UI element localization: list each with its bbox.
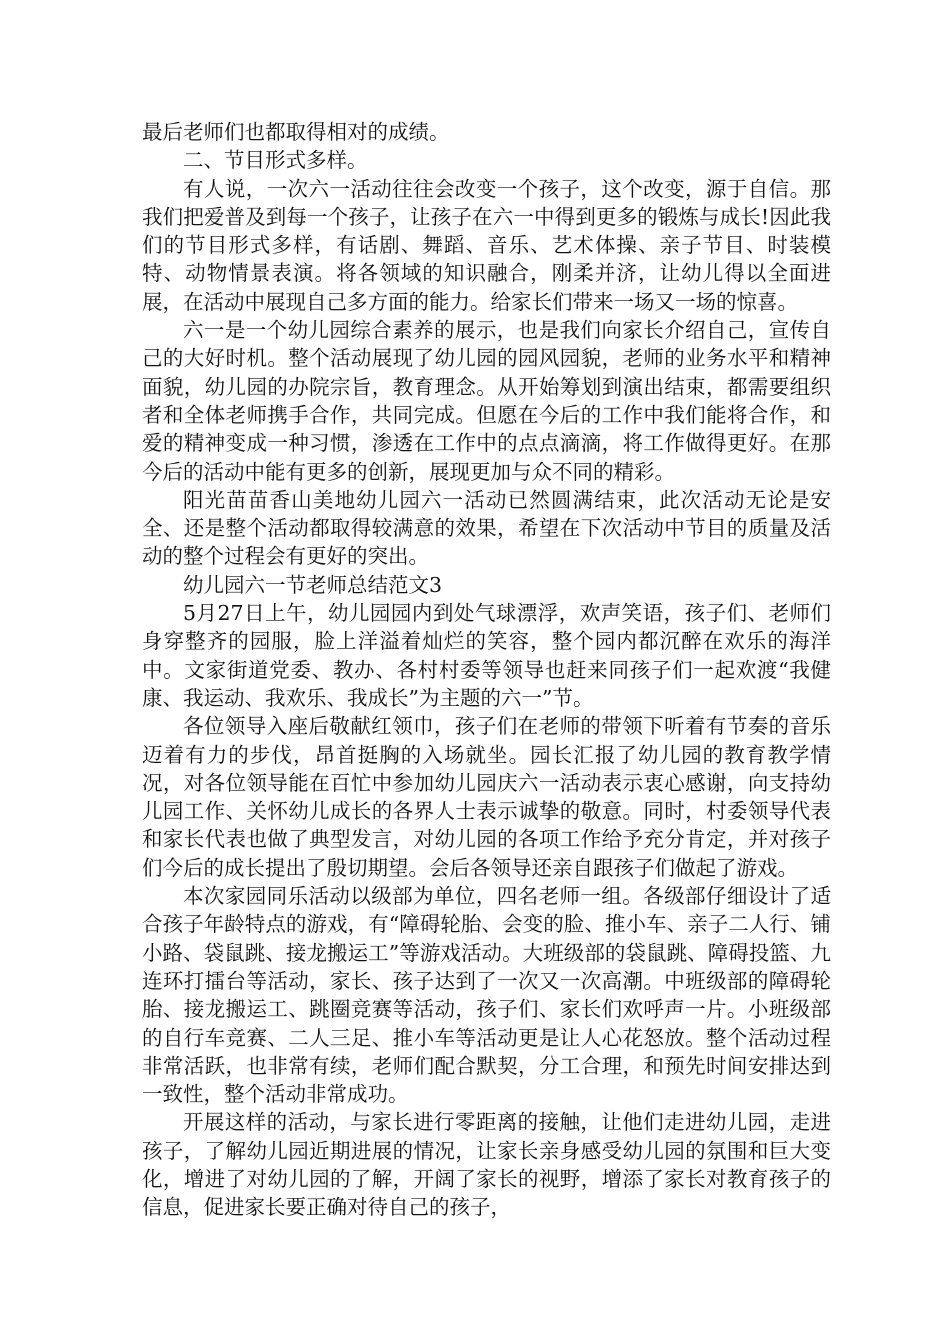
paragraph-continuation: 最后老师们也都取得相对的成绩。 (142, 120, 450, 144)
paragraph-showcase: 六一是一个幼儿园综合素养的展示，也是我们向家长介绍自己，宣传自己的大好时机。整个活动展现了幼儿园的园风园貌，老师的业务水平和精神面貌，幼儿园的办院宗旨，教育理念。从开始筹划到演出结束，都需要组织者和全体老师携手合作，共同完成。但愿在今后的工作中我们能将合作，和爱的精神变成一种习惯，渗透在工作中的点点滴滴，将工作做得更好。在那今后的活动中能有更多的创新，展现更加与众不同的精彩。 (142, 318, 831, 484)
paragraph-conclusion: 阳光苗苗香山美地幼儿园六一活动已然圆满结束，此次活动无论是安全、还是整个活动都取得较满意的效果，希望在下次活动中节目的质量及活动的整个过程会有更好的突出。 (142, 487, 831, 569)
paragraph-parents: 开展这样的活动，与家长进行零距离的接触，让他们走进幼儿园，走进孩子，了解幼儿园近期进展的情况，让家长亲身感受幼儿园的氛围和巨大变化，增进了对幼儿园的了解，开阔了家长的视野，增添了家长对教育孩子的信息，促进家长要正确对待自己的孩子， (142, 1110, 831, 1220)
article-title-3: 幼儿园六一节老师总结范文3 (183, 572, 443, 597)
paragraph-leaders: 各位领导入座后敬献红领巾，孩子们在老师的带领下听着有节奏的音乐迈着有力的步伐，昂首挺胸的入场就坐。园长汇报了幼儿园的教育教学情况，对各位领导能在百忙中参加幼儿园庆六一活动表示衷心感谢，向支持幼儿园工作、关怀幼儿成长的各界人士表示诚挚的敬意。同时，村委领导代表和家长代表也做了典型发言，对幼儿园的各项工作给予充分肯定，并对孩子们今后的成长提出了殷切期望。会后各领导还亲自跟孩子们做起了游戏。 (142, 714, 831, 880)
section-heading-program-forms: 二、节目形式多样。 (183, 148, 368, 173)
paragraph-may-27: 5月27日上午，幼儿园园内到处气球漂浮，欢声笑语，孩子们、老师们身穿整齐的园服，脸上洋溢着灿烂的笑容，整个园内都沉醉在欢乐的海洋中。文家街道党委、教办、各村村委等领导也赶来同孩子们一起欢渡“我健康、我运动、我欢乐、我成长”为主题的六一”节。 (142, 601, 831, 710)
document-page (142, 118, 831, 1222)
paragraph-activities: 本次家园同乐活动以级部为单位，四名老师一组。各级部仔细设计了适合孩子年龄特点的游戏，有“障碍轮胎、会变的脸、推小车、亲子二人行、铺小路、袋鼠跳、接龙搬运工”等游戏活动。大班级部的袋鼠跳、障碍投篮、九连环打擂台等活动，家长、孩子达到了一次又一次高潮。中班级部的障碍轮胎、接龙搬运工、跳圈竞赛等活动，孩子们、家长们欢呼声一片。小班级部的自行车竞赛、二人三足、推小车等活动更是让人心花怒放。整个活动过程非常活跃，也非常有续，老师们配合默契，分工合理，和预先时间安排达到一致性，整个活动非常成功。 (142, 884, 831, 1107)
paragraph-program-variety: 有人说，一次六一活动往往会改变一个孩子，这个改变，源于自信。那我们把爱普及到每一个孩子，让孩子在六一中得到更多的锻炼与成长!因此我们的节目形式多样，有话剧、舞蹈、音乐、艺术体操、亲子节目、时装模特、动物情景表演。将各领域的知识融合，刚柔并济，让幼儿得以全面进展，在活动中展现自己多方面的能力。给家长们带来一场又一场的惊喜。 (142, 176, 831, 314)
